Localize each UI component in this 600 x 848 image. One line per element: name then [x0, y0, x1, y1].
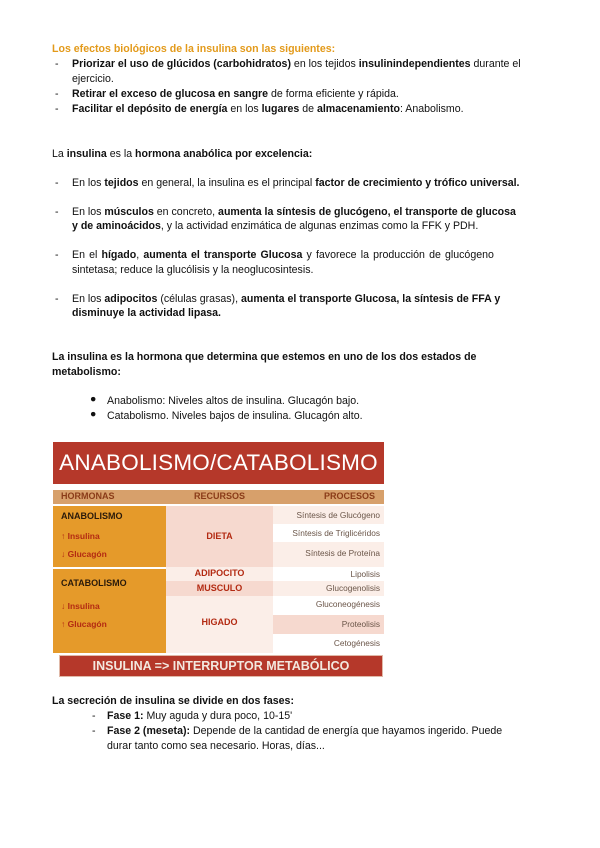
catabolismo-label: CATABOLISMO	[61, 578, 127, 588]
states-heading: La insulina es la hormona que determina que estemos en uno de los dos estados de	[52, 351, 477, 363]
list-dash: -	[55, 206, 59, 218]
header-hormonas: HORMONAS	[61, 491, 115, 501]
effect-item-1-cont: ejercicio.	[72, 73, 114, 85]
proc-proteolisis: Proteolisis	[341, 619, 380, 629]
proc-cetogenesis: Cetogénesis	[333, 638, 380, 648]
adipocyte-item-cont: disminuye la actividad lipasa.	[72, 307, 221, 319]
fase-2-item: Fase 2 (meseta): Depende de la cantidad de energía que hayamos ingerido. Puede	[107, 725, 503, 737]
recurso-musculo: MUSCULO	[196, 583, 243, 593]
list-dash: -	[55, 177, 59, 189]
tissue-item: En los tejidos en general, la insulina es el principal factor de crecimiento y trófico universal.	[72, 177, 520, 189]
list-dash: -	[55, 88, 59, 100]
table-header	[53, 490, 384, 504]
table-footer: INSULINA => INTERRUPTOR METABÓLICO	[59, 655, 383, 677]
proc-row	[273, 506, 384, 524]
anabolismo-cell	[53, 506, 166, 567]
anabolismo-bullet: Anabolismo: Niveles altos de insulina. Glucagón bajo.	[107, 395, 360, 407]
list-dash: -	[55, 293, 59, 305]
table-title: ANABOLISMO/CATABOLISMO	[53, 442, 384, 484]
secretion-heading: La secreción de insulina se divide en dos fases:	[52, 695, 294, 707]
bullet: ●	[90, 393, 97, 405]
liver-item-cont: sintetasa; reduce la glucólisis y la neoglucosintesis.	[72, 264, 314, 276]
catabolismo-bullet: Catabolismo. Niveles bajos de insulina. Glucagón alto.	[107, 410, 363, 422]
recurso-higado: HIGADO	[201, 617, 238, 627]
states-heading-cont: metabolismo:	[52, 366, 121, 378]
proc-row	[273, 596, 384, 615]
dieta-cell	[166, 506, 273, 567]
adipocito-cell	[166, 567, 273, 581]
anab-insulina: ↑ Insulina	[61, 531, 100, 541]
proc-row	[273, 524, 384, 542]
proc-row	[273, 634, 384, 653]
proc-sint-trigliceridos: Síntesis de Triglicéridos	[292, 528, 380, 538]
effects-heading: Los efectos biológicos de la insulina son las siguientes:	[52, 43, 336, 55]
higado-cell	[166, 596, 273, 653]
list-dash: -	[92, 725, 96, 737]
catabolismo-cell	[53, 569, 166, 653]
muscle-item-cont: y de aminoácidos, y la actividad enzimática de algunas enzimas como la FFK y PDH.	[72, 220, 479, 232]
bullet: ●	[90, 408, 97, 420]
list-dash: -	[55, 58, 59, 70]
catab-insulina: ↓ Insulina	[61, 601, 100, 611]
liver-item: En el hígado, aumenta el transporte Glucosa y favorece la producción de glucógeno	[72, 249, 494, 261]
musculo-cell	[166, 581, 273, 596]
anab-glucagon: ↓ Glucagón	[61, 549, 107, 559]
proc-lipolisis: Lipolisis	[350, 569, 380, 579]
adipocyte-item: En los adipocitos (células grasas), aumenta el transporte Glucosa, la síntesis de FFA y	[72, 293, 501, 305]
fase-1-item: Fase 1: Muy aguda y dura poco, 10-15'	[107, 710, 293, 722]
muscle-item: En los músculos en concreto, aumenta la síntesis de glucógeno, el transporte de glucosa	[72, 206, 516, 218]
header-recursos: RECURSOS	[194, 491, 246, 501]
proc-row	[273, 542, 384, 567]
recurso-adipocito: ADIPOCITO	[194, 568, 245, 578]
catab-glucagon: ↑ Glucagón	[61, 619, 107, 629]
recurso-dieta: DIETA	[206, 531, 233, 541]
list-dash: -	[92, 710, 96, 722]
proc-row	[273, 581, 384, 596]
effect-item-3: Facilitar el depósito de energía en los lugares de almacenamiento: Anabolismo.	[72, 103, 464, 115]
proc-row	[273, 615, 384, 634]
effect-item-1: Priorizar el uso de glúcidos (carbohidratos) en los tejidos insulinindependientes durante el	[72, 58, 521, 70]
anabolic-paragraph: La insulina es la hormona anabólica por excelencia:	[52, 148, 313, 160]
proc-sint-glucogeno: Síntesis de Glucógeno	[296, 510, 380, 520]
proc-row	[273, 567, 384, 581]
metabolism-table	[53, 442, 384, 675]
list-dash: -	[55, 103, 59, 115]
proc-glucogenolisis: Glucogenolisis	[326, 583, 380, 593]
effect-item-2: Retirar el exceso de glucosa en sangre de forma eficiente y rápida.	[72, 88, 399, 100]
proc-sint-proteina: Síntesis de Proteína	[305, 548, 380, 558]
list-dash: -	[55, 249, 59, 261]
proc-gluconeogenesis: Gluconeogénesis	[315, 599, 380, 609]
anabolismo-label: ANABOLISMO	[61, 511, 123, 521]
header-procesos: PROCESOS	[324, 491, 376, 501]
fase-2-item-cont: durar tanto como sea necesario. Horas, días...	[107, 740, 325, 752]
